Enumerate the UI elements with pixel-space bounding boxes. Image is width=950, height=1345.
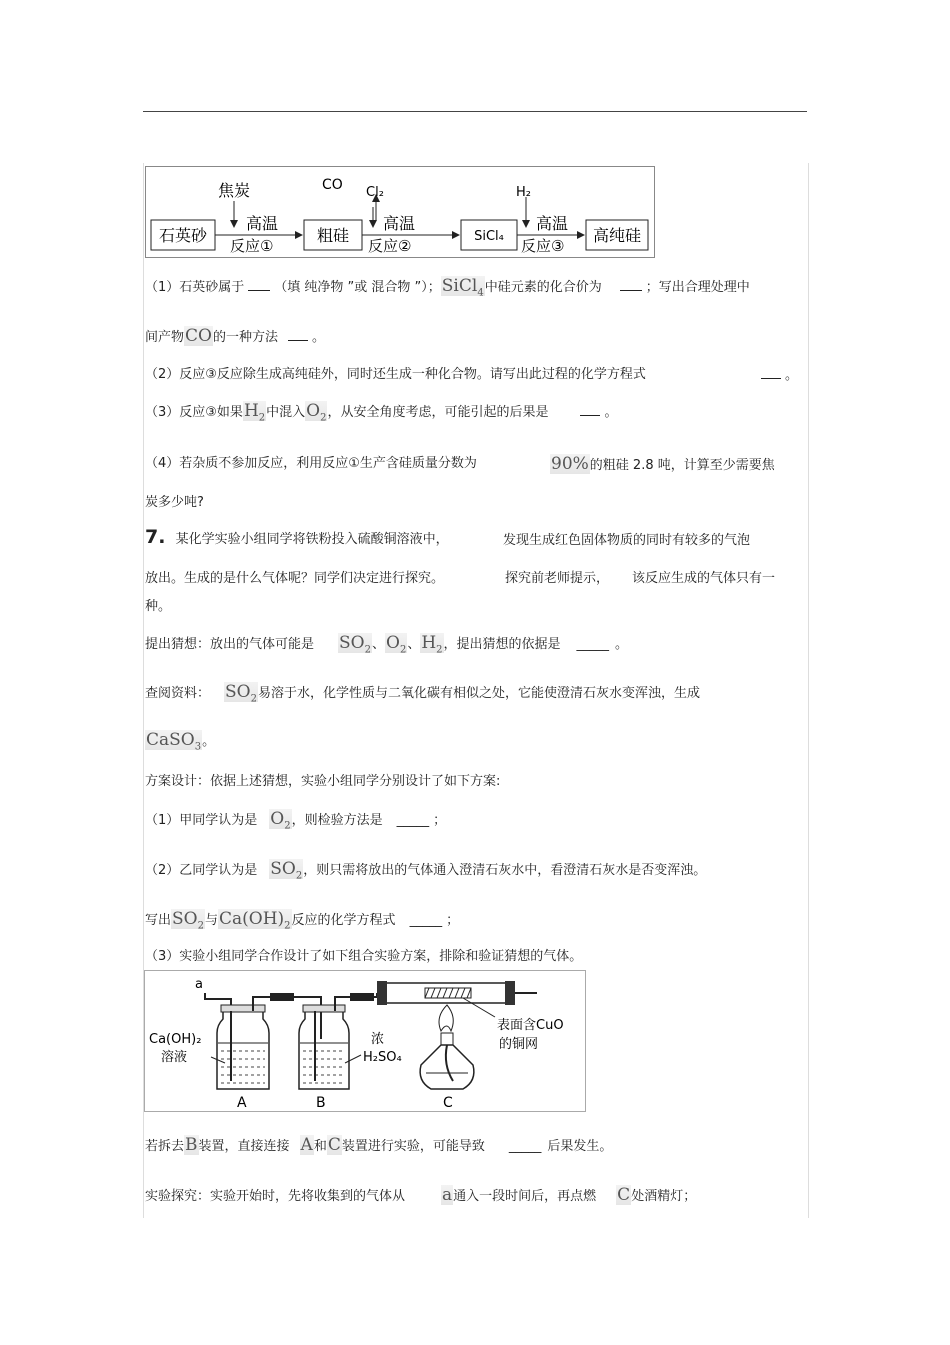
q1-blank-2[interactable] bbox=[620, 278, 642, 291]
formula-h2-b: $H_2$ bbox=[421, 633, 443, 656]
flow-diagram bbox=[145, 166, 655, 258]
label-a: a bbox=[195, 977, 203, 992]
node-sicl4-label: SiCl₄ bbox=[474, 229, 504, 244]
cond-1: 高温 bbox=[246, 214, 279, 233]
mesh-pointer bbox=[463, 998, 495, 1017]
p7-line3: 种。 bbox=[145, 599, 172, 614]
s2b-blank[interactable]: _____ bbox=[409, 913, 443, 928]
info-line1: 查阅资料： $SO_2$易溶于水，化学性质与二氧化碳有相似之处，它能使澄清石灰水变浑浊，生成 bbox=[145, 682, 700, 705]
p7-line2b: 探究前老师提示， bbox=[505, 571, 610, 586]
bottle-a-stopper bbox=[221, 1005, 265, 1012]
formula-so2-b: $SO_2$ bbox=[225, 682, 257, 705]
q1-line1: （1）石英砂属于 （填 纯净物 ”或 混合物 ”）；SiCl$_4$中硅元素的化合价为 ；写出合理处理中 bbox=[145, 276, 750, 299]
node-crude-si-label: 粗硅 bbox=[316, 226, 350, 245]
formula-B: B bbox=[185, 1135, 198, 1155]
bottle-b bbox=[299, 1011, 349, 1089]
formula-o2: $O_2$ bbox=[306, 401, 327, 424]
lamp-wick-holder bbox=[441, 1033, 453, 1045]
formula-90pct: 90% bbox=[551, 454, 589, 474]
s2-line: （2）乙同学认为是 $SO_2$，则只需将放出的气体通入澄清石灰水中，看澄清石灰水是否变浑浊。 bbox=[145, 859, 707, 882]
q1-line2: 间产物CO的一种方法 。 bbox=[145, 326, 325, 346]
reaction-1: 反应① bbox=[230, 237, 274, 255]
q3-blank[interactable] bbox=[580, 403, 600, 416]
label-caoh2: Ca(OH)₂ bbox=[149, 1032, 202, 1047]
q4-line2: 炭多少吨? bbox=[145, 495, 204, 510]
q3-line: （3）反应③如果$H_2$中混入$O_2$，从安全角度考虑，可能引起的后果是 。 bbox=[145, 401, 618, 424]
h2so4-pointer bbox=[345, 1055, 361, 1063]
bottle-b-stopper bbox=[303, 1005, 345, 1012]
formula-A: A bbox=[300, 1135, 313, 1155]
rm-blank[interactable]: _____ bbox=[508, 1139, 542, 1154]
tube-stopper-left bbox=[377, 981, 387, 1005]
q1-blank-3[interactable] bbox=[288, 328, 308, 341]
q2-blank[interactable] bbox=[761, 366, 781, 379]
q2-line: （2）反应③反应除生成高纯硅外，同时还生成一种化合物。请写出此过程的化学方程式 bbox=[145, 367, 646, 382]
label-copper-mesh: 的铜网 bbox=[499, 1037, 539, 1052]
formula-so2-c: $SO_2$ bbox=[270, 859, 303, 882]
label-conc: 浓 bbox=[371, 1032, 385, 1047]
node-quartz-label: 石英砂 bbox=[158, 226, 208, 245]
s2b-line: 写出$SO_2$与$Ca(OH)_2$反应的化学方程式 _____ ； bbox=[145, 909, 460, 932]
label-h2: H₂ bbox=[516, 185, 531, 200]
combustion-tube bbox=[381, 983, 511, 1003]
formula-C: C bbox=[327, 1135, 341, 1155]
inlet-tube bbox=[205, 993, 231, 1039]
p7-line1b: 发现生成红色固体物质的同时有较多的气泡 bbox=[503, 533, 751, 548]
q1-blank-1[interactable] bbox=[248, 278, 270, 291]
label-cl2: Cl₂ bbox=[366, 185, 384, 200]
apparatus-svg bbox=[145, 971, 585, 1111]
cond-2: 高温 bbox=[383, 214, 416, 233]
formula-o2-c: $O_2$ bbox=[270, 809, 291, 832]
formula-caoh2: $Ca(OH)_2$ bbox=[219, 909, 291, 932]
formula-o2-b: $O_2$ bbox=[386, 633, 407, 656]
label-C: C bbox=[443, 1095, 453, 1111]
s1-blank[interactable]: _____ bbox=[396, 813, 430, 828]
problem-number: 7. bbox=[145, 526, 166, 548]
formula-sicl4: SiCl$_4$ bbox=[441, 276, 484, 299]
apparatus-diagram bbox=[144, 970, 586, 1112]
header-rule bbox=[143, 111, 807, 112]
formula-h2: $H_2$ bbox=[243, 401, 266, 424]
label-solution: 溶液 bbox=[161, 1050, 188, 1065]
label-B: B bbox=[316, 1095, 326, 1111]
caoh2-pointer bbox=[211, 1057, 225, 1063]
reaction-3: 反应③ bbox=[521, 237, 565, 255]
design-line: 方案设计：依据上述猜想，实验小组同学分别设计了如下方案: bbox=[145, 774, 501, 789]
formula-C-b: C bbox=[617, 1185, 631, 1205]
q4-line1b: 90%的粗硅 2.8 吨，计算至少需要焦 bbox=[551, 454, 775, 474]
connector-2 bbox=[350, 993, 374, 1001]
label-coke: 焦炭 bbox=[218, 181, 251, 200]
label-cuo: 表面含CuO bbox=[497, 1018, 564, 1033]
tube-stopper-right bbox=[505, 981, 515, 1005]
formula-caso3: CaSO$_3$ bbox=[146, 730, 202, 753]
formula-so2-d: $SO_2$ bbox=[172, 909, 204, 932]
label-A: A bbox=[237, 1095, 247, 1111]
copper-mesh bbox=[425, 988, 471, 998]
info-line2: CaSO$_3$。 bbox=[146, 730, 216, 753]
reaction-2: 反应② bbox=[368, 237, 412, 255]
q2-end: 。 bbox=[757, 366, 798, 385]
lamp-wick bbox=[446, 1045, 453, 1081]
bottle-a bbox=[217, 1011, 269, 1089]
formula-a: a bbox=[442, 1185, 453, 1205]
s1-line: （1）甲同学认为是 $O_2$，则检验方法是 _____ ； bbox=[145, 809, 447, 832]
formula-so2: $SO_2$ bbox=[339, 633, 371, 656]
guess-blank[interactable]: _____ bbox=[576, 637, 610, 652]
s3-line: （3）实验小组同学合作设计了如下组合实验方案，排除和验证猜想的气体。 bbox=[145, 949, 583, 964]
formula-co: CO bbox=[185, 326, 212, 346]
guess-line: 提出猜想：放出的气体可能是 $SO_2$、$O_2$、$H_2$，提出猜想的依据是 _____ 。 bbox=[145, 633, 629, 656]
flow-svg bbox=[146, 167, 654, 257]
cond-3: 高温 bbox=[536, 214, 569, 233]
exp-line: 实验探究：实验开始时，先将收集到的气体从 a通入一段时间后，再点燃 C处酒精灯； bbox=[145, 1185, 697, 1205]
label-h2so4: H₂SO₄ bbox=[363, 1050, 402, 1065]
remove-b-line: 若拆去B装置，直接连接 A和C装置进行实验，可能导致 _____ 后果发生。 bbox=[145, 1135, 613, 1155]
p7-line2a: 放出。生成的是什么气体呢？同学们决定进行探究。 bbox=[145, 571, 445, 586]
node-pure-si-label: 高纯硅 bbox=[592, 226, 642, 245]
p7-line1: 7. 某化学实验小组同学将铁粉投入硫酸铜溶液中， bbox=[145, 526, 449, 548]
q4-line1a: （4）若杂质不参加反应，利用反应①生产含硅质量分数为 bbox=[145, 456, 477, 471]
label-co: CO bbox=[322, 177, 343, 193]
flame bbox=[439, 1005, 453, 1031]
connector-1 bbox=[270, 993, 294, 1001]
p7-line2c: 该反应生成的气体只有一 bbox=[632, 571, 776, 586]
